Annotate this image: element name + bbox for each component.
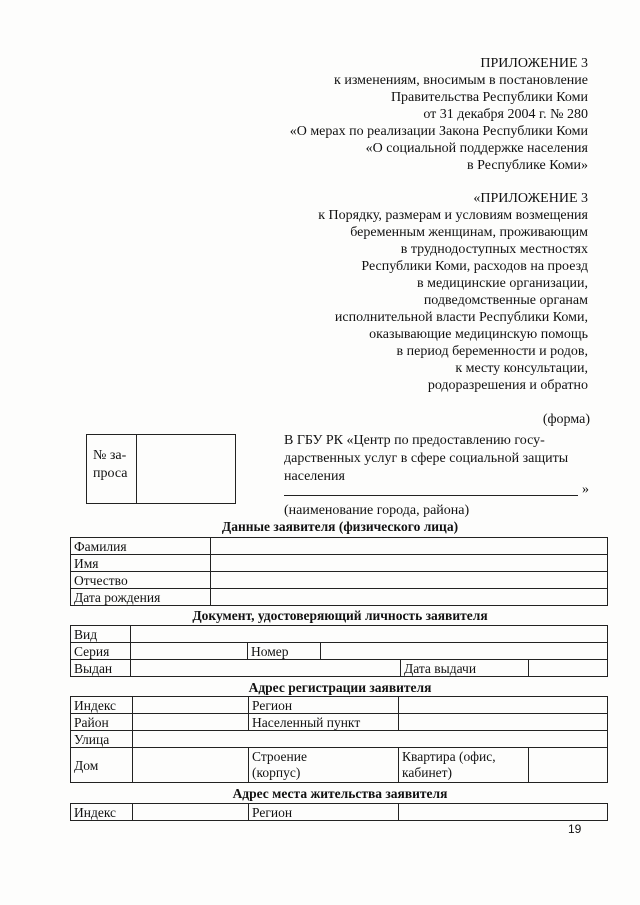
reg-settlement-label: Населенный пункт <box>249 714 399 731</box>
addressee-line: населения <box>284 469 345 484</box>
identity-section-title: Документ, удостоверяющий личность заявителя <box>192 608 488 623</box>
appendix2-line: Республики Коми, расходов на проезд <box>361 259 588 274</box>
reg-index-label: Индекс <box>71 697 133 714</box>
reg-building-label: Строение (корпус) <box>249 748 399 783</box>
addressee-caption: (наименование города, района) <box>284 503 470 518</box>
appendix1-line: Правительства Республики Коми <box>390 90 588 105</box>
reg-region-field[interactable] <box>399 697 608 714</box>
reg-house-field[interactable] <box>133 748 249 783</box>
res-region-field[interactable] <box>399 804 608 821</box>
applicant-section-title: Данные заявителя (физического лица) <box>221 519 459 534</box>
registration-table <box>70 696 608 783</box>
table-row <box>71 589 608 606</box>
page-number: 19 <box>568 822 582 836</box>
table-row <box>71 572 608 589</box>
request-number-box <box>86 434 236 504</box>
appendix1-line: в Республике Коми» <box>467 158 588 173</box>
request-number-label: № за- проса <box>87 435 137 503</box>
doc-kind-label: Вид <box>71 626 131 643</box>
appendix2-title: «ПРИЛОЖЕНИЕ 3 <box>473 191 588 206</box>
res-region-label: Регион <box>249 804 399 821</box>
table-row <box>71 697 608 714</box>
doc-issue-date-field[interactable] <box>529 660 608 677</box>
reg-apartment-label: Квартира (офис, кабинет) <box>399 748 529 783</box>
residence-table <box>70 803 608 821</box>
appendix2-line: в труднодоступных местностях <box>400 242 588 257</box>
doc-issued-field[interactable] <box>131 660 401 677</box>
appendix2-line: к месту консультации, <box>455 361 588 376</box>
appendix2-line: в медицинские организации, <box>417 276 588 291</box>
appendix2-line: оказывающие медицинскую помощь <box>369 327 588 342</box>
closing-quote: » <box>582 482 589 497</box>
doc-issue-date-label: Дата выдачи <box>401 660 529 677</box>
doc-number-label: Номер <box>248 643 321 660</box>
appendix1-line: «О мерах по реализации Закона Республики Коми <box>289 124 588 139</box>
organization-name-line[interactable] <box>284 495 578 496</box>
table-row <box>71 731 608 748</box>
surname-label: Фамилия <box>71 538 211 555</box>
table-row <box>71 714 608 731</box>
reg-settlement-field[interactable] <box>399 714 608 731</box>
appendix2-line: в период беременности и родов, <box>396 344 588 359</box>
reg-region-label: Регион <box>249 697 399 714</box>
table-row <box>71 538 608 555</box>
identity-table <box>70 625 608 677</box>
registration-section-title: Адрес регистрации заявителя <box>248 680 432 695</box>
reg-district-field[interactable] <box>133 714 249 731</box>
doc-kind-field[interactable] <box>131 626 608 643</box>
table-row <box>71 626 608 643</box>
appendix2-line: к Порядку, размерам и условиям возмещения <box>318 208 588 223</box>
appendix1-line: от 31 декабря 2004 г. № 280 <box>423 107 588 122</box>
addressee-line: дарственных услуг в сфере социальной защиты <box>284 451 569 466</box>
table-row <box>71 804 608 821</box>
birth-date-field[interactable] <box>211 589 608 606</box>
patronymic-label: Отчество <box>71 572 211 589</box>
reg-district-label: Район <box>71 714 133 731</box>
table-row <box>71 660 608 677</box>
doc-series-field[interactable] <box>131 643 248 660</box>
birth-date-label: Дата рождения <box>71 589 211 606</box>
res-index-field[interactable] <box>133 804 249 821</box>
appendix2-line: родоразрешения и обратно <box>427 378 588 393</box>
form-label: (форма) <box>542 412 590 427</box>
appendix2-line: подведомственные органам <box>423 293 588 308</box>
residence-section-title: Адрес места жительства заявителя <box>232 786 448 801</box>
appendix2-line: исполнительной власти Республики Коми, <box>334 310 588 325</box>
request-number-field[interactable] <box>137 435 235 503</box>
patronymic-field[interactable] <box>211 572 608 589</box>
appendix1-line: к изменениям, вносимым в постановление <box>334 73 588 88</box>
doc-number-field[interactable] <box>321 643 608 660</box>
table-row <box>71 748 608 783</box>
res-index-label: Индекс <box>71 804 133 821</box>
reg-street-field[interactable] <box>133 731 608 748</box>
doc-issued-label: Выдан <box>71 660 131 677</box>
name-field[interactable] <box>211 555 608 572</box>
reg-street-label: Улица <box>71 731 133 748</box>
doc-series-label: Серия <box>71 643 131 660</box>
table-row <box>71 555 608 572</box>
name-label: Имя <box>71 555 211 572</box>
appendix1-title: ПРИЛОЖЕНИЕ 3 <box>480 56 588 71</box>
appendix2-line: беременным женщинам, проживающим <box>350 225 588 240</box>
reg-apartment-field[interactable] <box>529 748 608 783</box>
reg-index-field[interactable] <box>133 697 249 714</box>
addressee-line: В ГБУ РК «Центр по предоставлению госу- <box>284 433 545 448</box>
reg-house-label: Дом <box>71 748 133 783</box>
surname-field[interactable] <box>211 538 608 555</box>
appendix1-line: «О социальной поддержке населения <box>365 141 588 156</box>
applicant-table <box>70 537 608 606</box>
table-row <box>71 643 608 660</box>
